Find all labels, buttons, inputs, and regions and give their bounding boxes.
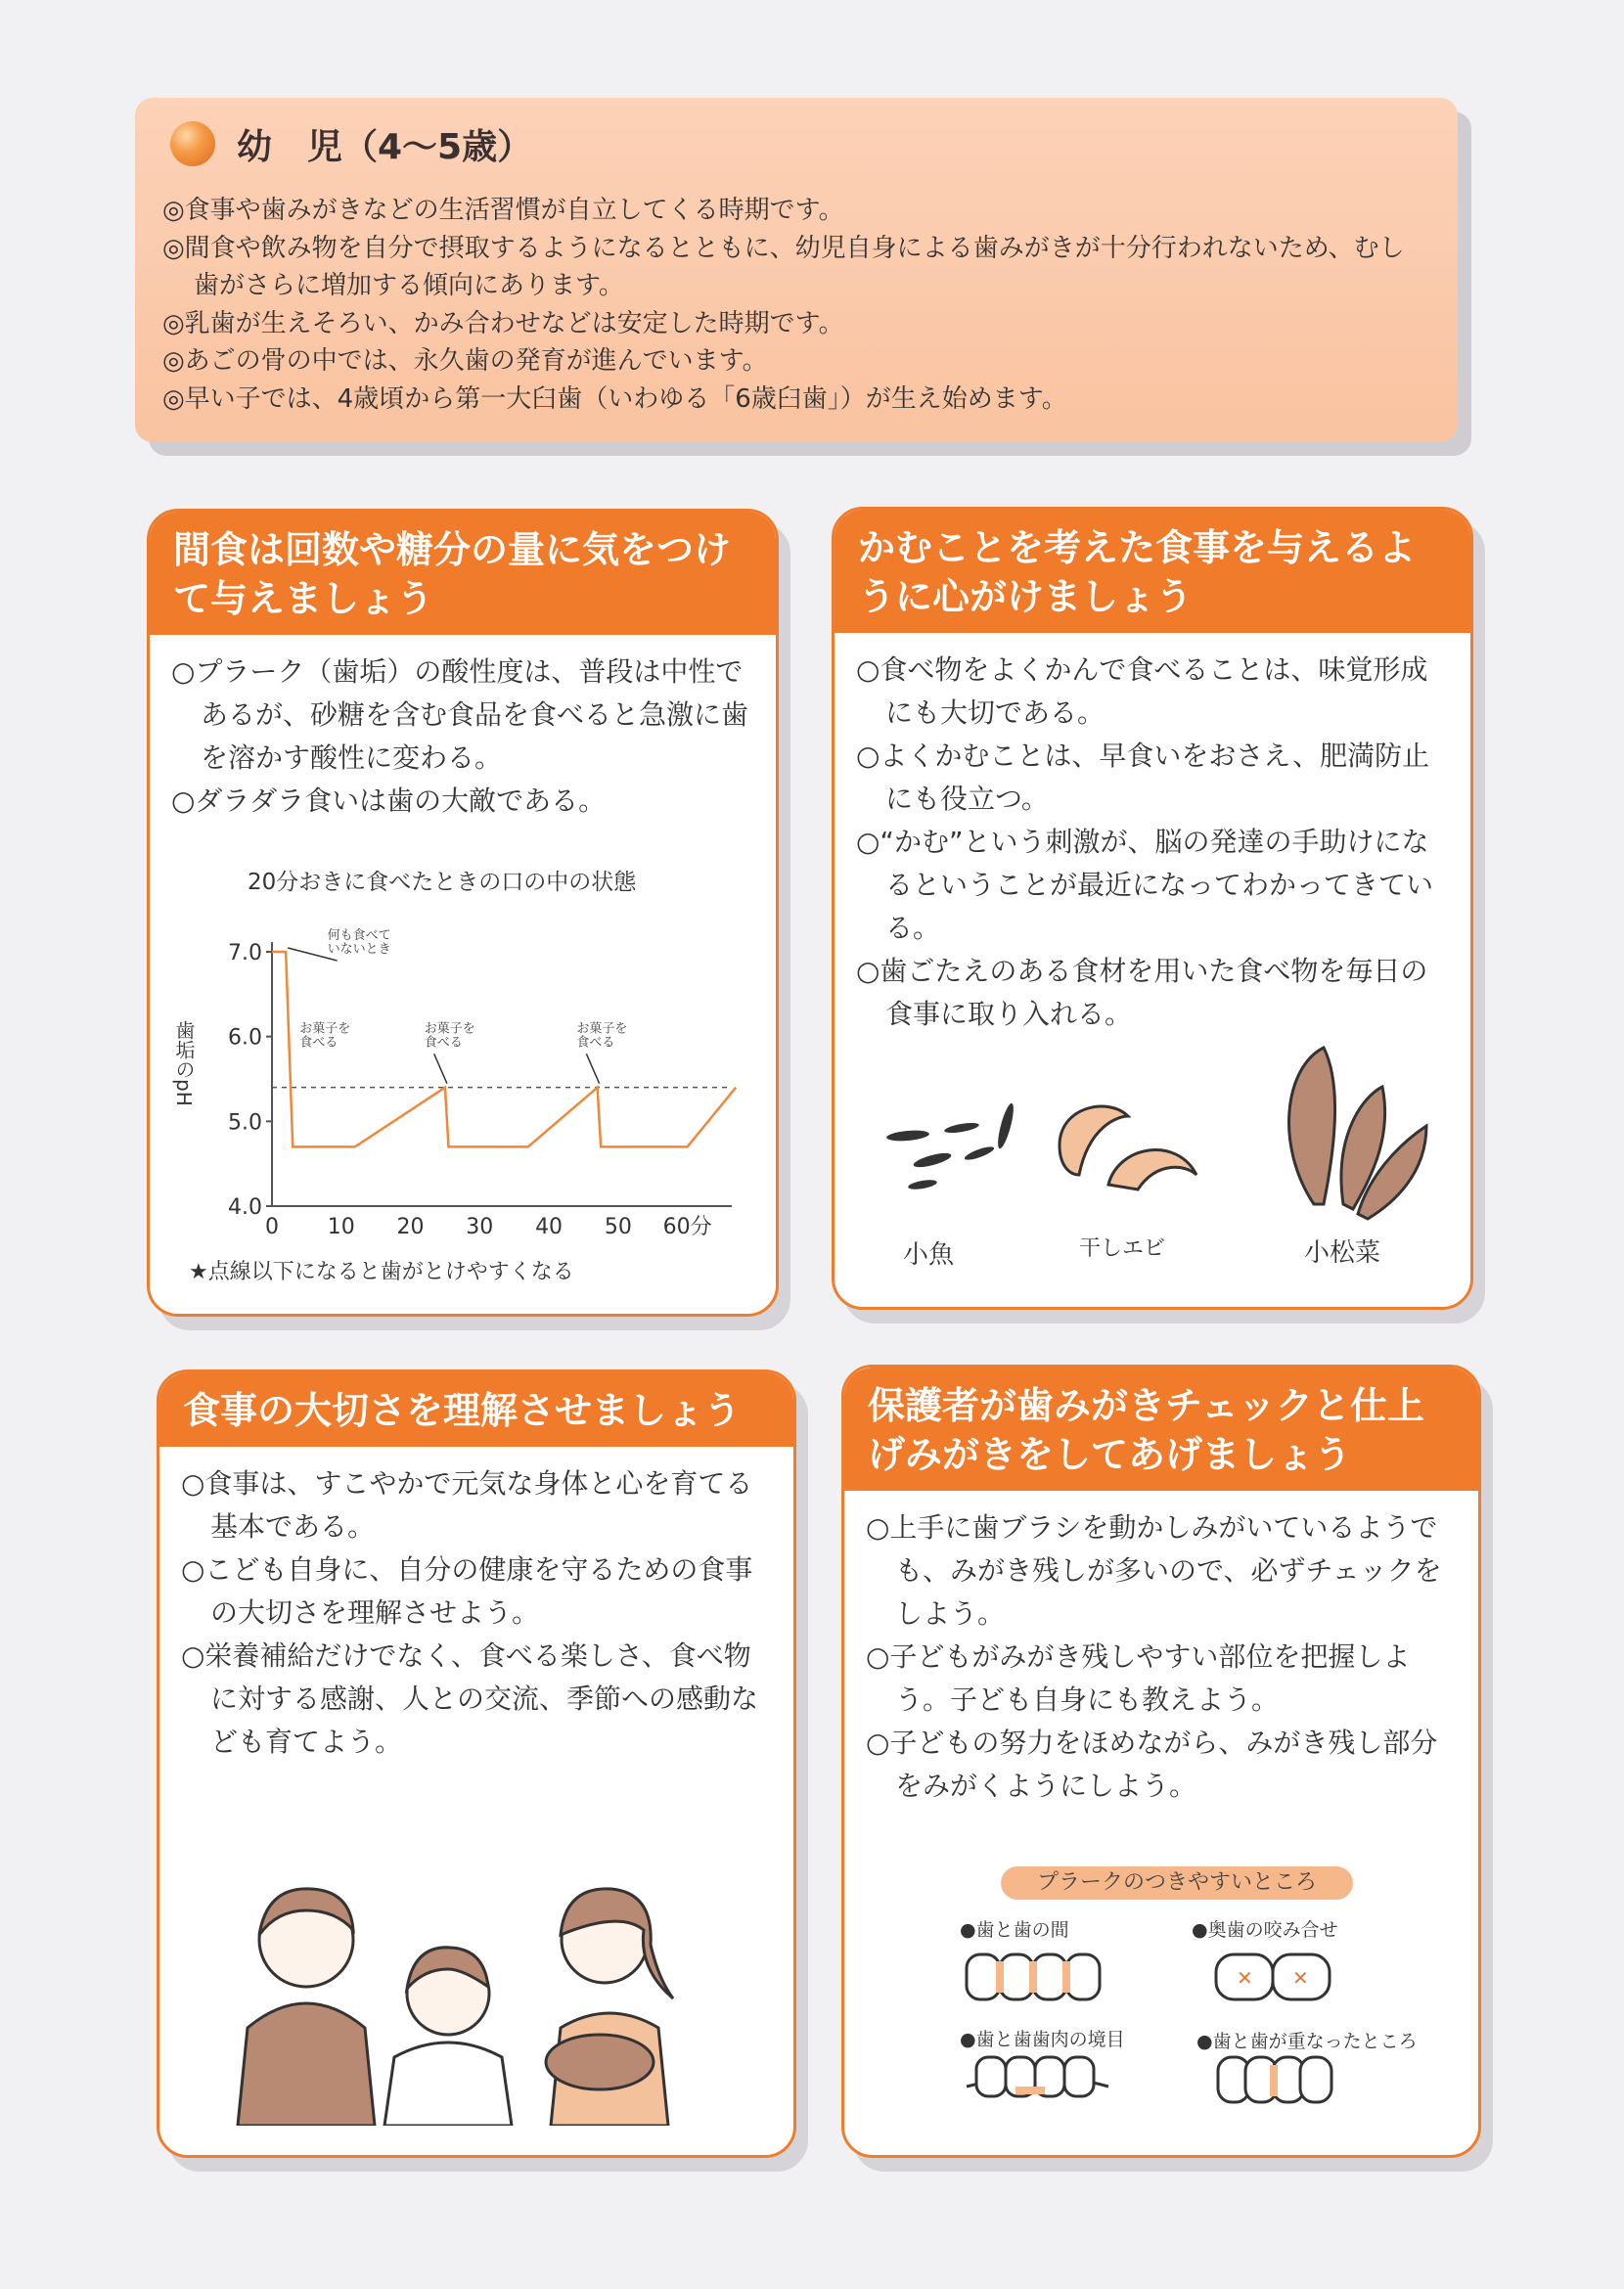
x-tick-label: 50 xyxy=(604,1215,632,1239)
y-tick-label: 4.0 xyxy=(228,1195,262,1220)
y-tick-label: 7.0 xyxy=(228,941,262,965)
annotation-arrow xyxy=(434,1054,447,1083)
x-tick-label: 20 xyxy=(396,1215,425,1239)
svg-text:✕: ✕ xyxy=(1237,1966,1253,1990)
gum-line-icon xyxy=(967,2057,1108,2096)
chewing-card xyxy=(832,507,1473,1310)
guardian-card-title: 保護者が歯みがきチェックと仕上げみがきをしてあげましょう xyxy=(844,1368,1478,1491)
father-figure xyxy=(238,1889,375,2126)
header-box xyxy=(135,98,1458,442)
komatsuna-icon xyxy=(1289,1048,1426,1219)
y-axis-label: 歯垢のpH xyxy=(172,1020,196,1106)
chart-annotation: いないとき xyxy=(327,942,391,957)
x-tick-label: 10 xyxy=(327,1215,355,1239)
food-label: 小魚 xyxy=(903,1240,955,1270)
meal-item: ○栄養補給だけでなく、食べる楽しさ、食べ物に対する感謝、人との交流、季節への感動なども育てよう。 xyxy=(181,1639,759,1758)
overlapping-teeth-icon xyxy=(1218,2057,1331,2102)
chart-annotation: お菓子を xyxy=(424,1021,475,1037)
chewing-card-body xyxy=(835,633,1470,1036)
chart-note: ★点線以下になると歯がとけやすくなる xyxy=(189,1260,574,1284)
chart-annotation: 何も食べて xyxy=(327,928,391,943)
header-line: ◎食事や歯みがきなどの生活習慣が自立してくる時期です。 xyxy=(162,196,844,225)
ph-chart xyxy=(159,913,766,1245)
header-line: ◎間食や飲み物を自分で摂取するようになるとともに、幼児自身による歯みがきが十分行われないため、むし歯がさらに増加する傾向にあります。 xyxy=(162,233,1405,300)
family-eating-illustration xyxy=(228,1832,737,2126)
guardian-item: ○子どもがみがき残しやすい部位を把握しよう。子ども自身にも教えよう。 xyxy=(866,1640,1411,1716)
meal-card xyxy=(157,1369,796,2158)
dried-shrimp-icon xyxy=(1060,1106,1196,1189)
header-title: 幼 児（4〜5歳） xyxy=(237,126,533,167)
snack-card-title: 間食は回数や糖分の量に気をつけて与えましょう xyxy=(150,512,776,635)
x-tick-label: 60分 xyxy=(662,1215,712,1239)
header-title-row xyxy=(170,119,532,168)
x-tick-label: 40 xyxy=(535,1215,564,1239)
snack-item: ○ダラダラ食いは歯の大敵である。 xyxy=(171,785,607,817)
tooth-gap-icon xyxy=(967,1954,1100,1999)
header-lines xyxy=(162,192,1428,418)
annotation-arrow xyxy=(586,1054,599,1083)
ph-series-line xyxy=(272,952,736,1146)
header-line: ◎早い子では、4歳頃から第一大臼歯（いわゆる「6歳臼歯」）が生え始めます。 xyxy=(162,383,1067,414)
y-tick-label: 5.0 xyxy=(228,1110,262,1136)
guardian-item: ○子どもの努力をほめながら、みがき残し部分をみがくようにしよう。 xyxy=(866,1727,1438,1802)
meal-card-title: 食事の大切さを理解させましょう xyxy=(159,1372,793,1447)
child-figure xyxy=(384,1948,512,2126)
chart-annotation: 食べる xyxy=(576,1035,615,1051)
snack-card xyxy=(147,509,779,1317)
chewing-item: ○食べ物をよくかんで食べることは、味覚形成にも大切である。 xyxy=(856,653,1428,729)
chewing-item: ○“かむ”という刺激が、脳の発達の手助けになるということが最近になってわかってきている。 xyxy=(856,826,1434,944)
header-line: ◎あごの骨の中では、永久歯の発育が進んでいます。 xyxy=(162,346,768,376)
plaque-item: ●歯と歯歯肉の境目 xyxy=(960,2029,1125,2050)
meal-card-body xyxy=(159,1447,793,1764)
chart-annotation: 食べる xyxy=(299,1035,338,1051)
guardian-card-body xyxy=(844,1491,1478,1808)
chart-annotation: お菓子を xyxy=(576,1021,628,1037)
food-label: 小松菜 xyxy=(1304,1238,1381,1268)
chart-title: 20分おきに食べたときの口の中の状態 xyxy=(248,870,637,895)
guardian-item: ○上手に歯ブラシを動かしみがいているようでも、みがき残しが多いので、必ずチェックをしよう。 xyxy=(866,1511,1442,1630)
chart-annotation: 食べる xyxy=(424,1035,463,1051)
chewing-card-title: かむことを考えた食事を与えるように心がけましょう xyxy=(835,510,1470,633)
meal-item: ○こども自身に、自分の健康を守るための食事の大切さを理解させよう。 xyxy=(181,1553,753,1629)
y-tick-label: 6.0 xyxy=(228,1025,262,1051)
teeth-illustration xyxy=(962,1950,1431,2126)
meal-item: ○食事は、すこやかで元気な身体と心を育てる基本である。 xyxy=(181,1467,753,1543)
x-tick-label: 0 xyxy=(265,1215,279,1239)
mother-figure xyxy=(546,1889,673,2126)
plaque-item: ●歯と歯の間 xyxy=(960,1919,1069,1941)
chewing-item: ○歯ごたえのある食材を用いた食べ物を毎日の食事に取り入れる。 xyxy=(856,955,1428,1030)
food-illustration xyxy=(864,1028,1451,1273)
guardian-card xyxy=(841,1365,1481,2158)
plaque-title: プラークのつきやすいところ xyxy=(1001,1866,1353,1900)
header-line: ◎乳歯が生えそろい、かみ合わせなどは安定した時期です。 xyxy=(162,308,844,338)
plaque-item: ●歯と歯が重なったところ xyxy=(1196,2031,1418,2052)
chewing-item: ○よくかむことは、早食いをおさえ、肥満防止にも役立つ。 xyxy=(856,740,1430,815)
snack-card-body xyxy=(150,635,776,823)
small-fish-icon xyxy=(886,1102,1016,1191)
molar-occlusion-icon xyxy=(1216,1954,1330,1999)
x-tick-label: 30 xyxy=(466,1215,494,1239)
plaque-item: ●奥歯の咬み合せ xyxy=(1192,1919,1338,1941)
snack-item: ○プラーク（歯垢）の酸性度は、普段は中性であるが、砂糖を含む食品を食べると急激に歯を溶かす酸性に変わる。 xyxy=(171,655,749,774)
orange-ball-icon xyxy=(170,121,215,166)
food-label: 干しエビ xyxy=(1079,1236,1166,1261)
svg-text:✕: ✕ xyxy=(1292,1966,1309,1990)
chart-annotation: お菓子を xyxy=(299,1021,351,1037)
